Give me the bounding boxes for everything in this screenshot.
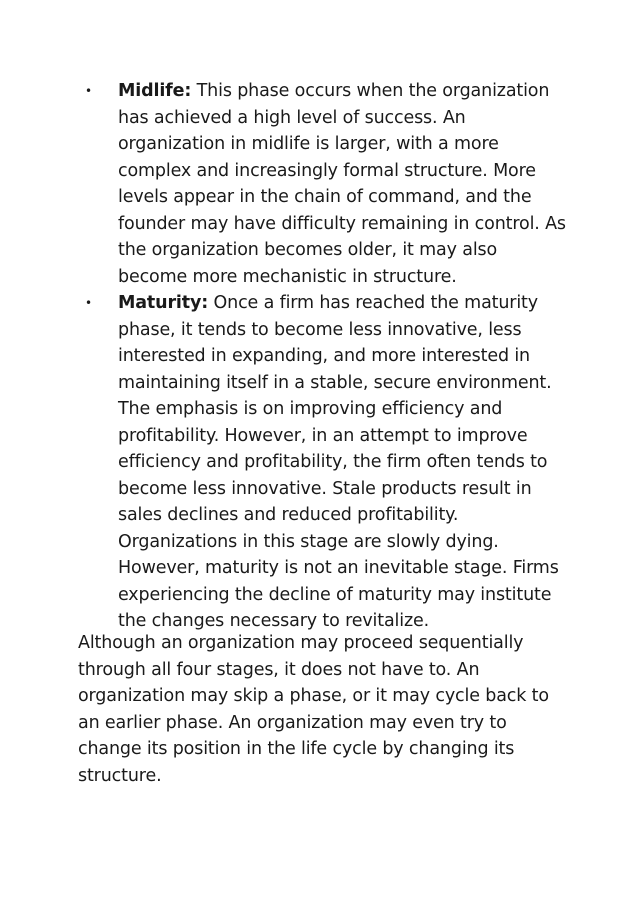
closing-paragraph: Although an organization may proceed sequentially through all four stages, it does not have to. An organization may skip a phase, or it may cycle back to an earlier phase. An organization may even try to change its position in the life cycle by changing its structure. bbox=[78, 633, 549, 786]
bullet-marker: • bbox=[85, 296, 92, 310]
stage-description-midlife: This phase occurs when the organization has achieved a high level of success. An organization in midlife is larger, with a more complex and increasingly formal structure. More levels appear in the chain of command, and the founder may have difficulty remaining in control. As the organization becomes older, it may also become more mechanistic in structure. bbox=[118, 81, 566, 287]
list-item-midlife bbox=[78, 78, 568, 290]
list-item-maturity bbox=[78, 290, 568, 635]
stage-term-maturity: Maturity: bbox=[118, 293, 209, 313]
stage-term-midlife: Midlife: bbox=[118, 81, 192, 101]
lifecycle-stage-list bbox=[78, 78, 568, 635]
stage-description-maturity: Once a firm has reached the maturity phase, it tends to become less innovative, less interested in expanding, and more interested in maintaining itself in a stable, secure environment. The emphasis is on improving efficiency and profitability. However, in an attempt to improve efficiency and profitability, the firm often tends to become less innovative. Stale products result in sales declines and reduced profitability. Organizations in this stage are slowly dying. However, maturity is not an inevitable stage. Firms experiencing the decline of maturity may institute the changes necessary to revitalize. bbox=[118, 293, 559, 631]
bullet-marker: • bbox=[85, 84, 92, 98]
